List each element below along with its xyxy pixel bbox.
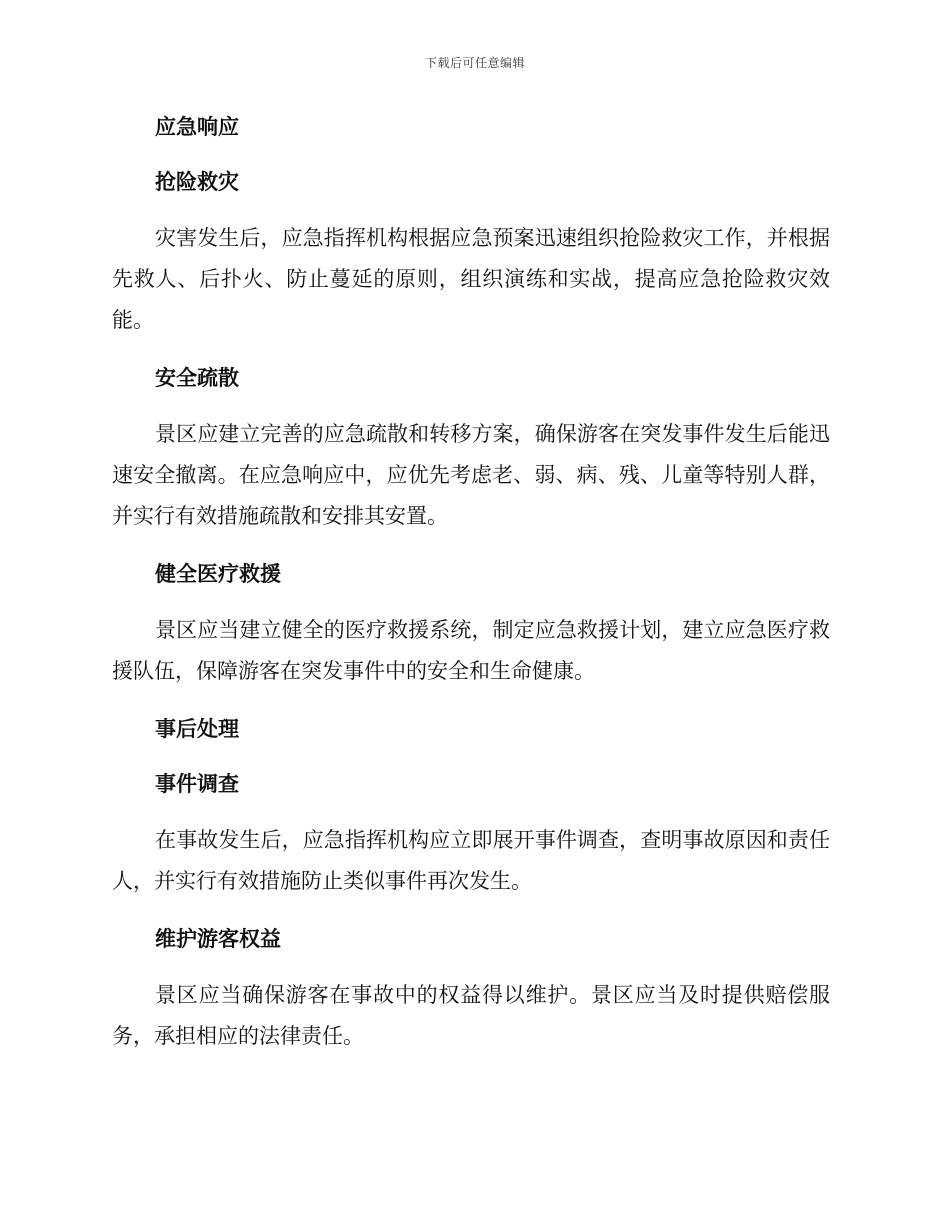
header-note: 下载后可任意编辑 xyxy=(424,56,525,70)
subsection-heading-visitor-rights: 维护游客权益 xyxy=(155,927,281,951)
paragraph-evacuation: 景区应建立完善的应急疏散和转移方案，确保游客在突发事件发生后能迅速安全撤离。在应急响应中，应优先考虑老、弱、病、残、儿童等特别人群，并实行有效措施疏散和安排其安置。 xyxy=(112,422,830,528)
paragraph-medical-rescue: 景区应当建立健全的医疗救援系统，制定应急救援计划，建立应急医疗救援队伍，保障游客在突发事件中的安全和生命健康。 xyxy=(112,618,830,683)
subsection-heading-rescue: 抢险救灾 xyxy=(155,170,239,194)
document-body xyxy=(112,108,830,1075)
subsection-heading-medical-rescue: 健全医疗救援 xyxy=(155,562,281,586)
paragraph-rescue: 灾害发生后，应急指挥机构根据应急预案迅速组织抢险救灾工作，并根据先救人、后扑火、防止蔓延的原则，组织演练和实战，提高应急抢险救灾效能。 xyxy=(112,226,830,332)
paragraph-visitor-rights: 景区应当确保游客在事故中的权益得以维护。景区应当及时提供赔偿服务，承担相应的法律责任。 xyxy=(112,983,830,1048)
paragraph-investigation: 在事故发生后，应急指挥机构应立即展开事件调查，查明事故原因和责任人，并实行有效措施防止类似事件再次发生。 xyxy=(112,828,830,893)
subsection-heading-evacuation: 安全疏散 xyxy=(155,366,239,390)
section-heading-emergency-response: 应急响应 xyxy=(155,115,239,139)
section-heading-aftermath: 事后处理 xyxy=(155,717,239,741)
subsection-heading-investigation: 事件调查 xyxy=(155,772,239,796)
